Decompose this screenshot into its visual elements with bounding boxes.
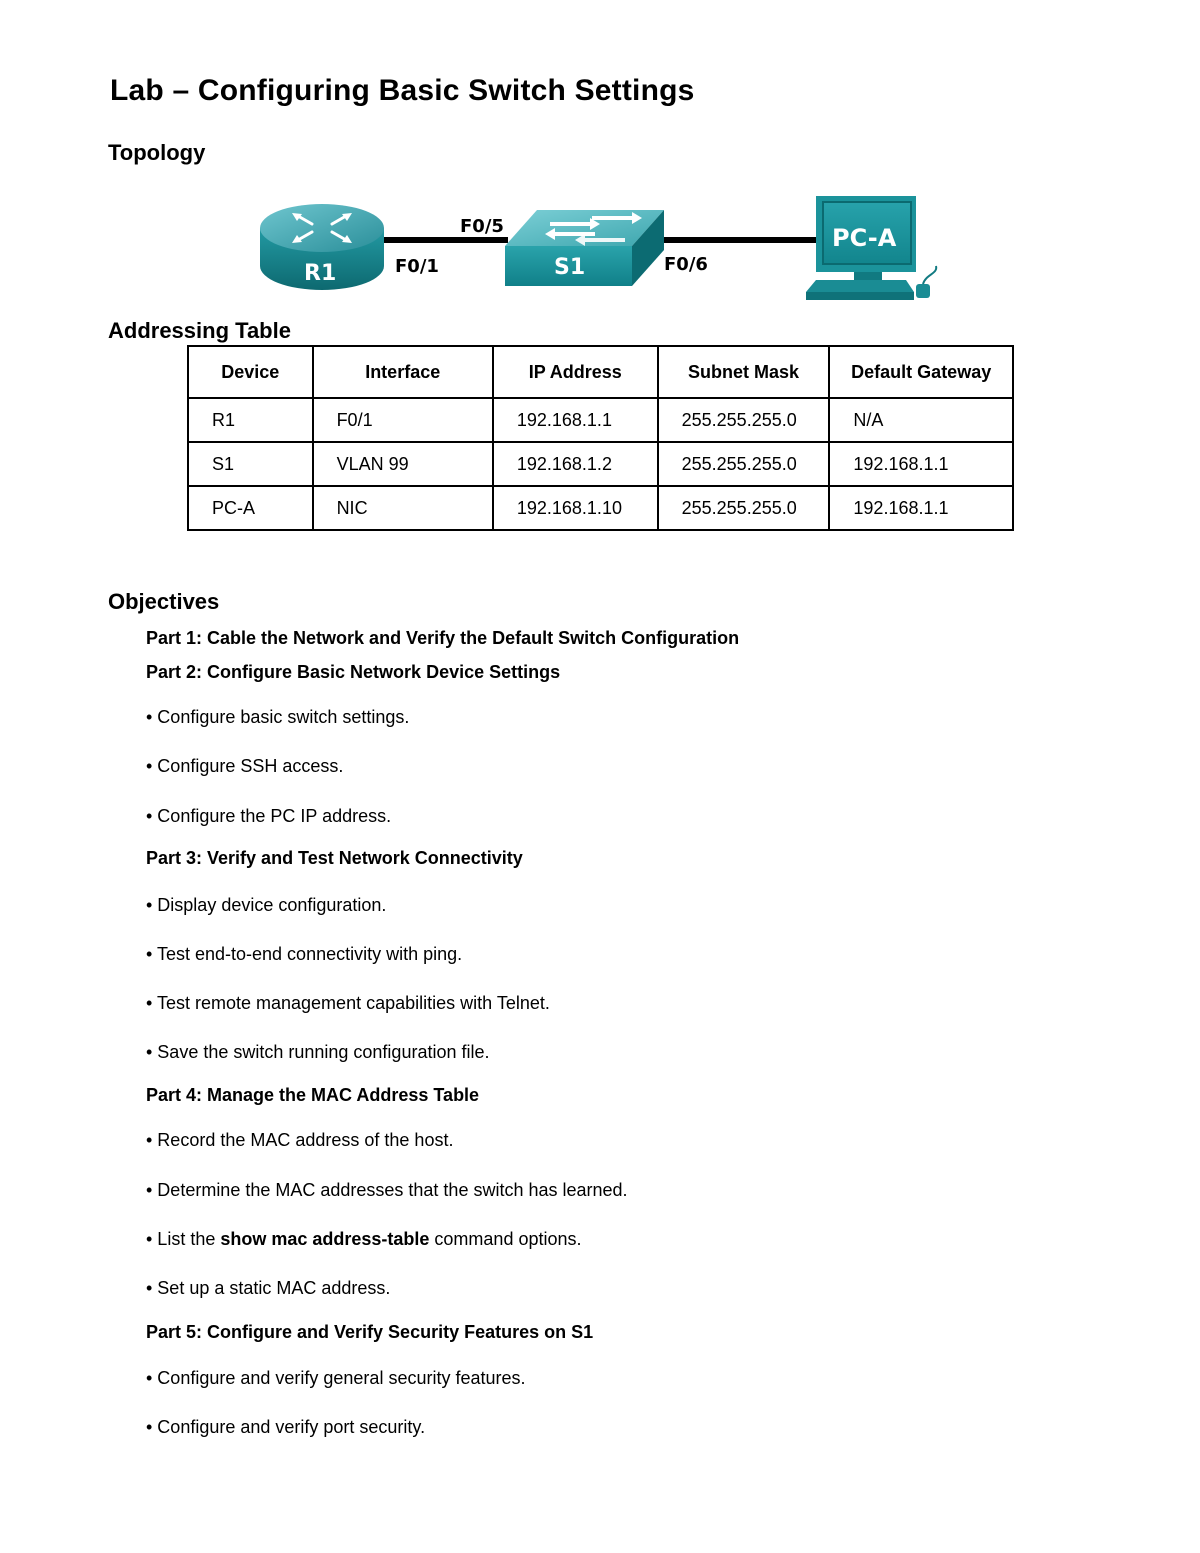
- objective-item: • Configure SSH access.: [146, 756, 344, 776]
- objectives-heading: Objectives: [108, 589, 220, 614]
- table-cell: S1: [188, 442, 313, 486]
- objective-item: • Configure and verify port security.: [146, 1417, 426, 1437]
- objective-part-4: Part 4: Manage the MAC Address Table: [146, 1085, 480, 1105]
- table-cell: 255.255.255.0: [658, 398, 830, 442]
- objective-item: • Configure basic switch settings.: [146, 707, 410, 727]
- table-cell: F0/1: [313, 398, 493, 442]
- table-cell: 255.255.255.0: [658, 486, 830, 530]
- objective-part-1: Part 1: Cable the Network and Verify the Default Switch Configuration: [146, 628, 740, 648]
- table-cell: PC-A: [188, 486, 313, 530]
- column-header: Default Gateway: [829, 346, 1013, 398]
- addressing-table: [187, 345, 1014, 531]
- objective-item-suffix: command options.: [429, 1229, 582, 1249]
- pc-label: PC-A: [832, 224, 897, 252]
- objective-item: • Determine the MAC addresses that the switch has learned.: [146, 1180, 628, 1200]
- table-cell: R1: [188, 398, 313, 442]
- topology-heading: Topology: [108, 140, 206, 165]
- table-cell: 192.168.1.1: [829, 486, 1013, 530]
- table-cell: 255.255.255.0: [658, 442, 830, 486]
- objective-item: • Test end-to-end connectivity with ping.: [146, 944, 463, 964]
- addressing-table-heading: Addressing Table: [108, 318, 291, 343]
- column-header: Interface: [313, 346, 493, 398]
- s1-pc-port-label: F0/6: [664, 254, 708, 275]
- table-cell: 192.168.1.2: [493, 442, 658, 486]
- objective-item-show-mac: [146, 1229, 582, 1250]
- s1-r1-port-label: F0/5: [460, 216, 504, 237]
- objective-part-2: Part 2: Configure Basic Network Device Settings: [146, 662, 561, 682]
- column-header: IP Address: [493, 346, 658, 398]
- table-row: [188, 398, 1013, 442]
- objective-part-5: Part 5: Configure and Verify Security Features on S1: [146, 1322, 594, 1342]
- column-header: Device: [188, 346, 313, 398]
- objective-item-prefix: • List the: [146, 1229, 221, 1249]
- objective-item: • Display device configuration.: [146, 895, 387, 915]
- table-cell: 192.168.1.1: [829, 442, 1013, 486]
- objective-part-3: Part 3: Verify and Test Network Connectivity: [146, 848, 523, 868]
- router-label: R1: [304, 261, 337, 286]
- table-row: [188, 442, 1013, 486]
- objective-item: • Configure the PC IP address.: [146, 806, 392, 826]
- table-cell: 192.168.1.10: [493, 486, 658, 530]
- table-cell: VLAN 99: [313, 442, 493, 486]
- topology-diagram: [250, 188, 950, 313]
- objective-item: • Save the switch running configuration file.: [146, 1042, 490, 1062]
- table-row: [188, 486, 1013, 530]
- table-cell: 192.168.1.1: [493, 398, 658, 442]
- objective-item: • Record the MAC address of the host.: [146, 1130, 454, 1150]
- table-cell: NIC: [313, 486, 493, 530]
- r1-port-label: F0/1: [395, 256, 439, 277]
- column-header: Subnet Mask: [658, 346, 830, 398]
- page-title: Lab – Configuring Basic Switch Settings: [110, 74, 695, 107]
- table-cell: N/A: [829, 398, 1013, 442]
- command-name: show mac address-table: [220, 1229, 430, 1249]
- switch-label: S1: [554, 255, 586, 280]
- table-header-row: [188, 346, 1013, 398]
- objective-item: • Configure and verify general security features.: [146, 1368, 526, 1388]
- objective-item: • Test remote management capabilities with Telnet.: [146, 993, 550, 1013]
- objective-item: • Set up a static MAC address.: [146, 1278, 391, 1298]
